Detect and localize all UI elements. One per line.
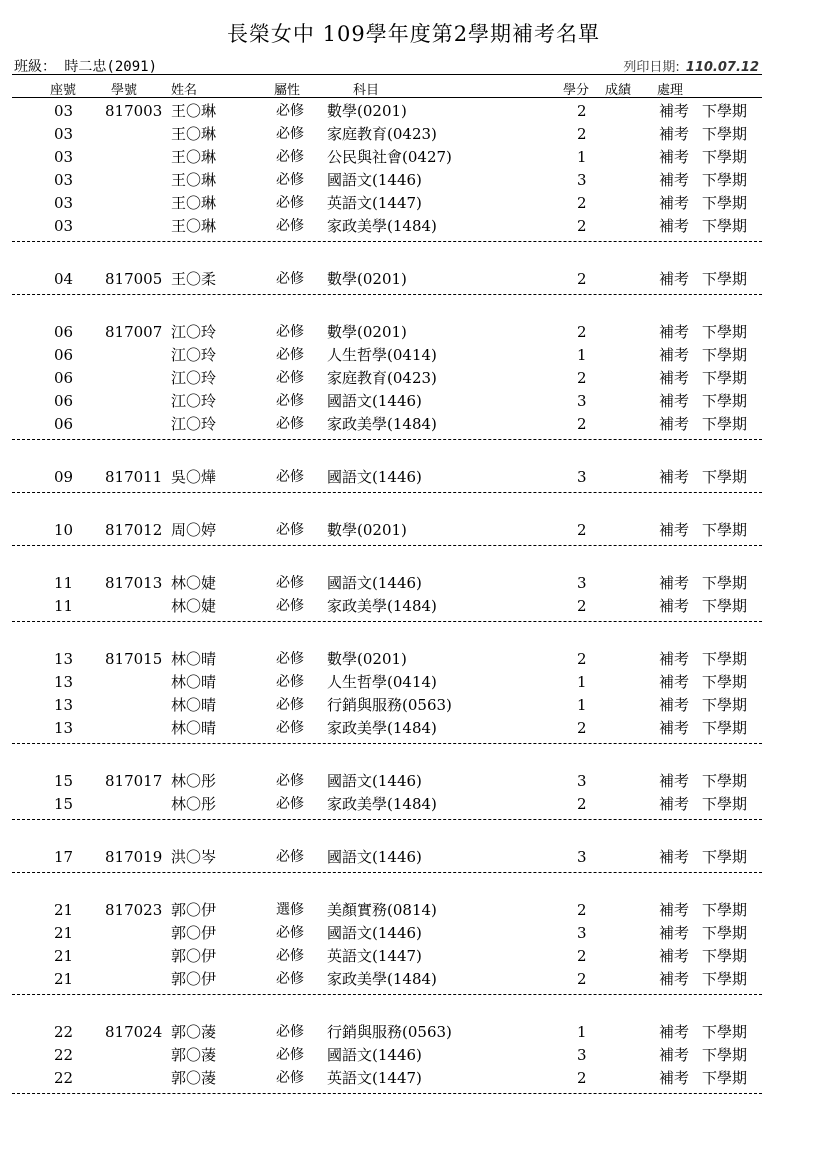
header-credits: 學分 xyxy=(563,83,590,98)
student-id-cell: 817007 xyxy=(105,323,163,341)
group-separator xyxy=(12,439,762,440)
credits-cell: 2 xyxy=(577,270,587,288)
subject-cell: 國語文(1446) xyxy=(327,392,422,410)
student-id-cell: 817003 xyxy=(105,102,163,120)
action-cell: 補考 xyxy=(659,415,690,433)
name-cell: 郭〇蓤 xyxy=(171,1023,217,1041)
term-cell: 下學期 xyxy=(702,346,748,364)
table-row xyxy=(0,192,827,214)
table-row xyxy=(0,968,827,990)
table-row xyxy=(0,344,827,366)
student-id-cell: 817015 xyxy=(105,650,163,668)
subject-cell: 家庭教育(0423) xyxy=(327,125,437,143)
subject-cell: 行銷與服務(0563) xyxy=(327,696,452,714)
seat-cell: 06 xyxy=(54,346,74,364)
action-cell: 補考 xyxy=(659,323,690,341)
seat-cell: 06 xyxy=(54,323,74,341)
table-row xyxy=(0,1044,827,1066)
seat-cell: 13 xyxy=(54,673,74,691)
action-cell: 補考 xyxy=(659,346,690,364)
seat-cell: 21 xyxy=(54,970,74,988)
type-cell: 必修 xyxy=(276,218,304,234)
table-row xyxy=(0,100,827,122)
student-id-cell: 817023 xyxy=(105,901,163,919)
student-id-cell: 817012 xyxy=(105,521,163,539)
action-cell: 補考 xyxy=(659,848,690,866)
type-cell: 必修 xyxy=(276,925,304,941)
credits-cell: 2 xyxy=(577,650,587,668)
name-cell: 洪〇岑 xyxy=(171,848,217,866)
seat-cell: 13 xyxy=(54,650,74,668)
seat-cell: 13 xyxy=(54,719,74,737)
type-cell: 必修 xyxy=(276,271,304,287)
action-cell: 補考 xyxy=(659,102,690,120)
table-row xyxy=(0,466,827,488)
table-row xyxy=(0,519,827,541)
type-cell: 必修 xyxy=(276,697,304,713)
document-title: 長榮女中 109學年度第2學期補考名單 xyxy=(226,22,601,46)
type-cell: 必修 xyxy=(276,796,304,812)
term-cell: 下學期 xyxy=(702,673,748,691)
name-cell: 林〇晴 xyxy=(171,696,217,714)
subject-cell: 數學(0201) xyxy=(327,521,407,539)
credits-cell: 3 xyxy=(577,848,587,866)
subject-cell: 數學(0201) xyxy=(327,102,407,120)
credits-cell: 3 xyxy=(577,468,587,486)
term-cell: 下學期 xyxy=(702,597,748,615)
type-cell: 必修 xyxy=(276,1024,304,1040)
type-cell: 必修 xyxy=(276,849,304,865)
term-cell: 下學期 xyxy=(702,415,748,433)
table-row xyxy=(0,694,827,716)
subject-cell: 人生哲學(0414) xyxy=(327,673,437,691)
term-cell: 下學期 xyxy=(702,970,748,988)
type-cell: 必修 xyxy=(276,720,304,736)
action-cell: 補考 xyxy=(659,673,690,691)
table-row xyxy=(0,572,827,594)
seat-cell: 10 xyxy=(54,521,74,539)
group-separator xyxy=(12,819,762,820)
subject-cell: 公民與社會(0427) xyxy=(327,148,452,166)
term-cell: 下學期 xyxy=(702,696,748,714)
seat-cell: 21 xyxy=(54,901,74,919)
subject-cell: 數學(0201) xyxy=(327,270,407,288)
name-cell: 周〇婷 xyxy=(171,521,217,539)
subject-cell: 國語文(1446) xyxy=(327,171,422,189)
header-handling: 處理 xyxy=(657,83,684,98)
credits-cell: 2 xyxy=(577,795,587,813)
action-cell: 補考 xyxy=(659,901,690,919)
term-cell: 下學期 xyxy=(702,1069,748,1087)
term-cell: 下學期 xyxy=(702,521,748,539)
subject-cell: 家政美學(1484) xyxy=(327,795,437,813)
name-cell: 王〇琳 xyxy=(171,171,217,189)
type-cell: 必修 xyxy=(276,598,304,614)
term-cell: 下學期 xyxy=(702,574,748,592)
student-id-cell: 817011 xyxy=(105,468,163,486)
seat-cell: 06 xyxy=(54,415,74,433)
seat-cell: 04 xyxy=(54,270,74,288)
subject-cell: 英語文(1447) xyxy=(327,194,422,212)
credits-cell: 3 xyxy=(577,772,587,790)
name-cell: 江〇玲 xyxy=(171,415,217,433)
group-separator xyxy=(12,294,762,295)
seat-cell: 22 xyxy=(54,1023,74,1041)
name-cell: 江〇玲 xyxy=(171,369,217,387)
action-cell: 補考 xyxy=(659,947,690,965)
seat-cell: 13 xyxy=(54,696,74,714)
name-cell: 王〇琳 xyxy=(171,148,217,166)
name-cell: 王〇琳 xyxy=(171,217,217,235)
header-subject: 科目 xyxy=(353,83,380,98)
subject-cell: 家政美學(1484) xyxy=(327,415,437,433)
header-name: 姓名 xyxy=(171,83,198,98)
name-cell: 林〇婕 xyxy=(171,597,217,615)
name-cell: 郭〇伊 xyxy=(171,947,217,965)
term-cell: 下學期 xyxy=(702,924,748,942)
type-cell: 必修 xyxy=(276,674,304,690)
action-cell: 補考 xyxy=(659,194,690,212)
action-cell: 補考 xyxy=(659,650,690,668)
term-cell: 下學期 xyxy=(702,392,748,410)
credits-cell: 3 xyxy=(577,392,587,410)
seat-cell: 06 xyxy=(54,369,74,387)
credits-cell: 2 xyxy=(577,217,587,235)
seat-cell: 17 xyxy=(54,848,74,866)
name-cell: 林〇晴 xyxy=(171,673,217,691)
table-row xyxy=(0,922,827,944)
type-cell: 必修 xyxy=(276,195,304,211)
group-separator xyxy=(12,492,762,493)
name-cell: 郭〇蓤 xyxy=(171,1046,217,1064)
type-cell: 必修 xyxy=(276,651,304,667)
type-cell: 必修 xyxy=(276,773,304,789)
name-cell: 郭〇蓤 xyxy=(171,1069,217,1087)
student-id-cell: 817017 xyxy=(105,772,163,790)
seat-cell: 22 xyxy=(54,1069,74,1087)
action-cell: 補考 xyxy=(659,1046,690,1064)
term-cell: 下學期 xyxy=(702,323,748,341)
credits-cell: 2 xyxy=(577,415,587,433)
term-cell: 下學期 xyxy=(702,947,748,965)
name-cell: 林〇晴 xyxy=(171,719,217,737)
subject-cell: 英語文(1447) xyxy=(327,947,422,965)
subject-cell: 國語文(1446) xyxy=(327,468,422,486)
seat-cell: 15 xyxy=(54,795,74,813)
action-cell: 補考 xyxy=(659,468,690,486)
name-cell: 吳〇燁 xyxy=(171,468,217,486)
type-cell: 必修 xyxy=(276,103,304,119)
term-cell: 下學期 xyxy=(702,194,748,212)
credits-cell: 3 xyxy=(577,924,587,942)
action-cell: 補考 xyxy=(659,924,690,942)
term-cell: 下學期 xyxy=(702,270,748,288)
credits-cell: 1 xyxy=(577,1023,587,1041)
table-row xyxy=(0,717,827,739)
action-cell: 補考 xyxy=(659,719,690,737)
seat-cell: 21 xyxy=(54,947,74,965)
term-cell: 下學期 xyxy=(702,125,748,143)
name-cell: 郭〇伊 xyxy=(171,970,217,988)
type-cell: 必修 xyxy=(276,971,304,987)
credits-cell: 2 xyxy=(577,323,587,341)
seat-cell: 03 xyxy=(54,148,74,166)
credits-cell: 2 xyxy=(577,970,587,988)
action-cell: 補考 xyxy=(659,1023,690,1041)
credits-cell: 2 xyxy=(577,901,587,919)
name-cell: 林〇彤 xyxy=(171,772,217,790)
table-row xyxy=(0,169,827,191)
action-cell: 補考 xyxy=(659,521,690,539)
type-cell: 必修 xyxy=(276,347,304,363)
action-cell: 補考 xyxy=(659,217,690,235)
type-cell: 必修 xyxy=(276,324,304,340)
type-cell: 必修 xyxy=(276,469,304,485)
group-separator xyxy=(12,872,762,873)
type-cell: 選修 xyxy=(276,902,304,918)
term-cell: 下學期 xyxy=(702,795,748,813)
group-separator xyxy=(12,994,762,995)
type-cell: 必修 xyxy=(276,172,304,188)
table-row xyxy=(0,321,827,343)
credits-cell: 1 xyxy=(577,696,587,714)
seat-cell: 15 xyxy=(54,772,74,790)
group-separator xyxy=(12,545,762,546)
type-cell: 必修 xyxy=(276,149,304,165)
seat-cell: 06 xyxy=(54,392,74,410)
action-cell: 補考 xyxy=(659,574,690,592)
table-row xyxy=(0,1067,827,1089)
type-cell: 必修 xyxy=(276,370,304,386)
credits-cell: 1 xyxy=(577,346,587,364)
subject-cell: 家政美學(1484) xyxy=(327,970,437,988)
credits-cell: 2 xyxy=(577,1069,587,1087)
action-cell: 補考 xyxy=(659,696,690,714)
header-type: 屬性 xyxy=(274,83,301,98)
table-row xyxy=(0,648,827,670)
action-cell: 補考 xyxy=(659,392,690,410)
student-id-cell: 817005 xyxy=(105,270,163,288)
term-cell: 下學期 xyxy=(702,719,748,737)
subject-cell: 國語文(1446) xyxy=(327,772,422,790)
header-student-id: 學號 xyxy=(111,83,138,98)
seat-cell: 03 xyxy=(54,102,74,120)
term-cell: 下學期 xyxy=(702,772,748,790)
seat-cell: 03 xyxy=(54,217,74,235)
term-cell: 下學期 xyxy=(702,148,748,166)
subject-cell: 家庭教育(0423) xyxy=(327,369,437,387)
name-cell: 王〇琳 xyxy=(171,125,217,143)
name-cell: 王〇琳 xyxy=(171,194,217,212)
table-row xyxy=(0,671,827,693)
name-cell: 林〇婕 xyxy=(171,574,217,592)
subject-cell: 家政美學(1484) xyxy=(327,719,437,737)
credits-cell: 1 xyxy=(577,148,587,166)
credits-cell: 3 xyxy=(577,1046,587,1064)
seat-cell: 11 xyxy=(54,574,74,592)
group-separator xyxy=(12,621,762,622)
action-cell: 補考 xyxy=(659,970,690,988)
type-cell: 必修 xyxy=(276,522,304,538)
subject-cell: 家政美學(1484) xyxy=(327,217,437,235)
seat-cell: 09 xyxy=(54,468,74,486)
term-cell: 下學期 xyxy=(702,171,748,189)
student-id-cell: 817019 xyxy=(105,848,163,866)
action-cell: 補考 xyxy=(659,795,690,813)
action-cell: 補考 xyxy=(659,1069,690,1087)
print-date-label: 列印日期: xyxy=(623,60,680,75)
type-cell: 必修 xyxy=(276,1070,304,1086)
table-row xyxy=(0,268,827,290)
subject-cell: 美顏實務(0814) xyxy=(327,901,437,919)
name-cell: 江〇玲 xyxy=(171,392,217,410)
subject-cell: 人生哲學(0414) xyxy=(327,346,437,364)
action-cell: 補考 xyxy=(659,171,690,189)
seat-cell: 21 xyxy=(54,924,74,942)
credits-cell: 2 xyxy=(577,597,587,615)
credits-cell: 2 xyxy=(577,947,587,965)
table-row xyxy=(0,413,827,435)
class-label: 班級： 時二忠(2091) xyxy=(14,59,158,75)
subject-cell: 國語文(1446) xyxy=(327,574,422,592)
table-row xyxy=(0,899,827,921)
subject-cell: 家政美學(1484) xyxy=(327,597,437,615)
student-id-cell: 817024 xyxy=(105,1023,163,1041)
type-cell: 必修 xyxy=(276,126,304,142)
subject-cell: 英語文(1447) xyxy=(327,1069,422,1087)
name-cell: 江〇玲 xyxy=(171,346,217,364)
term-cell: 下學期 xyxy=(702,468,748,486)
seat-cell: 03 xyxy=(54,125,74,143)
table-row xyxy=(0,123,827,145)
subject-cell: 國語文(1446) xyxy=(327,1046,422,1064)
term-cell: 下學期 xyxy=(702,102,748,120)
credits-cell: 3 xyxy=(577,574,587,592)
header-seat: 座號 xyxy=(50,83,77,98)
credits-cell: 2 xyxy=(577,719,587,737)
table-row xyxy=(0,390,827,412)
table-row xyxy=(0,215,827,237)
action-cell: 補考 xyxy=(659,369,690,387)
subject-cell: 國語文(1446) xyxy=(327,848,422,866)
credits-cell: 2 xyxy=(577,521,587,539)
header-score: 成績 xyxy=(605,83,632,98)
action-cell: 補考 xyxy=(659,148,690,166)
table-row xyxy=(0,595,827,617)
type-cell: 必修 xyxy=(276,575,304,591)
credits-cell: 2 xyxy=(577,125,587,143)
group-separator xyxy=(12,1093,762,1094)
name-cell: 郭〇伊 xyxy=(171,924,217,942)
subject-cell: 行銷與服務(0563) xyxy=(327,1023,452,1041)
credits-cell: 2 xyxy=(577,369,587,387)
credits-cell: 2 xyxy=(577,194,587,212)
name-cell: 王〇琳 xyxy=(171,102,217,120)
credits-cell: 3 xyxy=(577,171,587,189)
type-cell: 必修 xyxy=(276,393,304,409)
seat-cell: 03 xyxy=(54,171,74,189)
term-cell: 下學期 xyxy=(702,1046,748,1064)
name-cell: 江〇玲 xyxy=(171,323,217,341)
action-cell: 補考 xyxy=(659,270,690,288)
group-separator xyxy=(12,241,762,242)
action-cell: 補考 xyxy=(659,125,690,143)
print-date-value: 110.07.12 xyxy=(685,60,759,75)
table-row xyxy=(0,793,827,815)
type-cell: 必修 xyxy=(276,948,304,964)
credits-cell: 2 xyxy=(577,102,587,120)
term-cell: 下學期 xyxy=(702,217,748,235)
table-row xyxy=(0,770,827,792)
term-cell: 下學期 xyxy=(702,369,748,387)
term-cell: 下學期 xyxy=(702,650,748,668)
type-cell: 必修 xyxy=(276,1047,304,1063)
table-row xyxy=(0,945,827,967)
seat-cell: 22 xyxy=(54,1046,74,1064)
credits-cell: 1 xyxy=(577,673,587,691)
term-cell: 下學期 xyxy=(702,848,748,866)
student-id-cell: 817013 xyxy=(105,574,163,592)
term-cell: 下學期 xyxy=(702,1023,748,1041)
table-row xyxy=(0,367,827,389)
subject-cell: 數學(0201) xyxy=(327,650,407,668)
name-cell: 王〇柔 xyxy=(171,270,217,288)
seat-cell: 03 xyxy=(54,194,74,212)
subject-cell: 數學(0201) xyxy=(327,323,407,341)
name-cell: 林〇晴 xyxy=(171,650,217,668)
type-cell: 必修 xyxy=(276,416,304,432)
seat-cell: 11 xyxy=(54,597,74,615)
table-row xyxy=(0,1021,827,1043)
group-separator xyxy=(12,743,762,744)
table-row xyxy=(0,846,827,868)
name-cell: 林〇彤 xyxy=(171,795,217,813)
table-row xyxy=(0,146,827,168)
action-cell: 補考 xyxy=(659,772,690,790)
name-cell: 郭〇伊 xyxy=(171,901,217,919)
action-cell: 補考 xyxy=(659,597,690,615)
subject-cell: 國語文(1446) xyxy=(327,924,422,942)
term-cell: 下學期 xyxy=(702,901,748,919)
